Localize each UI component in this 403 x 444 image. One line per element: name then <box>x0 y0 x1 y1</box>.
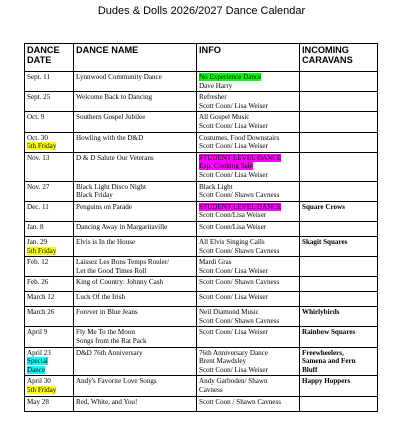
date-cell <box>25 376 74 396</box>
caravans-cell-line: Freewheelers, <box>302 348 344 357</box>
header-dance-date <box>25 44 74 72</box>
dance-name-cell-line: Let the Good Times Roll <box>76 266 147 275</box>
info-cell-line <box>199 73 297 82</box>
header-info <box>197 44 300 72</box>
date-cell-line: Jan. 8 <box>27 222 44 231</box>
dance-name-cell <box>74 181 197 201</box>
dance-name-cell-line: Forever in Blue Jeans <box>76 308 138 317</box>
caravans-cell <box>300 152 378 181</box>
date-cell <box>25 307 74 327</box>
date-cell <box>25 292 74 307</box>
caravans-cell-line: Bluff <box>302 365 318 374</box>
info-cell <box>197 277 300 292</box>
caravans-cell <box>300 277 378 292</box>
highlight-yellow: 5th Friday <box>27 246 57 255</box>
info-cell-line: Scott Coon/ Lisa Weiser <box>199 293 268 302</box>
date-cell <box>25 347 74 376</box>
dance-name-cell <box>74 307 197 327</box>
info-cell-line: 76th Anniversary Dance <box>199 348 268 357</box>
header-caravans-line-2: CARAVANS <box>302 55 353 65</box>
info-cell <box>197 307 300 327</box>
info-cell-line: Scott Coon/ Lisa Weiser <box>199 101 268 110</box>
date-cell <box>25 132 74 152</box>
info-cell-line: Refresher <box>199 93 227 102</box>
table-row <box>25 376 378 396</box>
dance-name-cell <box>74 292 197 307</box>
table-row <box>25 347 378 376</box>
dance-name-cell <box>74 92 197 112</box>
dance-name-cell-line: Elvis is In the House <box>76 237 136 246</box>
dance-name-cell-line: Black Friday <box>76 191 113 200</box>
info-cell <box>197 236 300 256</box>
info-cell <box>197 292 300 307</box>
date-cell-line: May 28 <box>27 397 49 406</box>
info-cell <box>197 257 300 277</box>
date-cell <box>25 396 74 411</box>
info-cell <box>197 201 300 221</box>
highlight-cyan: Special <box>27 357 48 366</box>
date-cell-line: Nov. 13 <box>27 153 50 162</box>
date-cell-line <box>27 142 71 151</box>
date-cell-line <box>27 366 71 375</box>
caravans-cell <box>300 292 378 307</box>
table-row <box>25 277 378 292</box>
caravans-cell-line: Samena and Fern <box>302 357 356 366</box>
info-cell-line <box>199 203 297 212</box>
caravans-cell-line: Happy Hoppers <box>302 377 351 386</box>
date-cell-line: Dec. 11 <box>27 202 49 211</box>
header-caravans-line-1: INCOMING <box>302 45 349 55</box>
info-cell-line: Scott Coon/ Lisa Weiser <box>199 328 268 337</box>
table-row <box>25 152 378 181</box>
info-cell-line: Brent Mawdsley <box>199 357 247 366</box>
date-cell-line: April 23 <box>27 348 51 357</box>
caravans-cell <box>300 201 378 221</box>
caravans-cell <box>300 307 378 327</box>
table-row <box>25 292 378 307</box>
header-info-text: INFO <box>199 45 221 55</box>
table-row <box>25 236 378 256</box>
info-cell-line: Scott Coon/ Shawn Cavness <box>199 246 280 255</box>
dance-name-cell <box>74 257 197 277</box>
info-cell-line: Black Light <box>199 182 233 191</box>
info-cell <box>197 396 300 411</box>
info-cell-line: Dave Harry <box>199 81 233 90</box>
dance-name-cell <box>74 236 197 256</box>
info-cell-line: Andy Garboden/ Shawn <box>199 377 268 386</box>
dance-name-cell-line: Luck Of the Irish <box>76 293 126 302</box>
date-cell-line: Sept. 25 <box>27 93 51 102</box>
info-cell <box>197 72 300 92</box>
date-cell-line: April 30 <box>27 377 51 386</box>
date-cell <box>25 201 74 221</box>
date-cell <box>25 257 74 277</box>
dance-calendar-table <box>24 43 378 412</box>
dance-name-cell-line: Howling with the D&D <box>76 133 144 142</box>
caravans-cell <box>300 347 378 376</box>
table-row <box>25 396 378 411</box>
date-cell <box>25 221 74 236</box>
date-cell-line: Oct. 9 <box>27 113 45 122</box>
caravans-cell <box>300 396 378 411</box>
table-row <box>25 201 378 221</box>
table-row <box>25 92 378 112</box>
dance-name-cell-line: Southern Gospel Jubilee <box>76 113 146 122</box>
dance-name-cell-line: Lynnwood Community Dance <box>76 73 162 81</box>
table-row <box>25 327 378 347</box>
date-cell <box>25 72 74 92</box>
highlight-yellow: 5th Friday <box>27 142 57 151</box>
caravans-cell-line: Skagit Squares <box>302 237 348 246</box>
info-cell-line: All Gospel Music <box>199 113 250 122</box>
date-cell-line <box>27 386 71 395</box>
info-cell-line: Neil Diamond Music <box>199 308 259 317</box>
dance-name-cell <box>74 201 197 221</box>
dance-name-cell <box>74 347 197 376</box>
date-cell-line <box>27 247 71 256</box>
header-incoming-caravans <box>300 44 378 72</box>
highlight-cyan: Dance <box>27 365 46 374</box>
table-row <box>25 221 378 236</box>
date-cell <box>25 277 74 292</box>
caravans-cell <box>300 112 378 132</box>
dance-name-cell-line: Laissez Les Bons Temps Rouler/ <box>76 258 170 267</box>
caravans-cell <box>300 236 378 256</box>
dance-name-cell <box>74 132 197 152</box>
dance-name-cell <box>74 277 197 292</box>
highlight-magenta: STUDENT LEVEL DANCE <box>199 153 282 162</box>
date-cell <box>25 92 74 112</box>
caravans-cell <box>300 92 378 112</box>
table-row <box>25 72 378 92</box>
dance-name-cell <box>74 72 197 92</box>
date-cell <box>25 236 74 256</box>
dance-name-cell-line: Andy's Favorite Love Songs <box>76 377 157 386</box>
table-row <box>25 307 378 327</box>
dance-name-cell-line: Fly Me To the Moon <box>76 328 135 337</box>
highlight-magenta: Exp. Clothing Sale <box>199 162 253 171</box>
info-cell <box>197 92 300 112</box>
date-cell-line: April 9 <box>27 328 48 337</box>
caravans-cell-line: Whirlybirds <box>302 308 340 317</box>
highlight-magenta: STUDENT LEVEL DANCE <box>199 202 282 211</box>
table-row <box>25 181 378 201</box>
date-cell-line: March 12 <box>27 293 55 302</box>
date-cell-line: Feb. 12 <box>27 258 49 267</box>
dance-name-cell-line: D & D Salute Our Veterans <box>76 153 154 162</box>
dance-name-cell <box>74 221 197 236</box>
info-cell-line: Scott Coon/ Lisa Weiser <box>199 142 268 151</box>
info-cell-line: Scott Coon/ Shawn Cavness <box>199 316 280 325</box>
info-cell-line: Scott Coon/Lisa Weiser <box>199 222 267 231</box>
dance-name-cell-line: Dancing Away in Margaritaville <box>76 222 168 231</box>
dance-name-cell-line: Penguins on Parade <box>76 202 132 211</box>
dance-name-cell-line: D&D 76th Anniversary <box>76 348 143 357</box>
date-cell-line: Jan. 29 <box>27 237 48 246</box>
date-cell <box>25 181 74 201</box>
date-cell-line: Sept. 11 <box>27 73 50 81</box>
table-row <box>25 257 378 277</box>
caravans-cell <box>300 376 378 396</box>
info-cell <box>197 152 300 181</box>
info-cell <box>197 221 300 236</box>
dance-name-cell <box>74 152 197 181</box>
header-dance-name-text: DANCE NAME <box>76 45 139 55</box>
dance-name-cell <box>74 396 197 411</box>
dance-name-cell <box>74 376 197 396</box>
highlight-yellow: 5th Friday <box>27 386 57 395</box>
date-cell-line: March 26 <box>27 308 55 317</box>
info-cell-line: Cavness <box>199 386 223 395</box>
dance-name-cell <box>74 112 197 132</box>
info-cell-line: Scott Coon / Shawn Cavness <box>199 397 281 406</box>
dance-name-cell-line: Red, White, and You! <box>76 397 138 406</box>
info-cell-line: Scott Coon/ Shawn Cavness <box>199 191 280 200</box>
date-cell <box>25 327 74 347</box>
caravans-cell <box>300 257 378 277</box>
info-cell <box>197 181 300 201</box>
info-cell <box>197 347 300 376</box>
info-cell <box>197 376 300 396</box>
date-cell-line: Oct. 30 <box>27 133 48 142</box>
info-cell-line <box>199 162 297 171</box>
info-cell <box>197 112 300 132</box>
info-cell-line: Costumes, Food Downstairs <box>199 133 280 142</box>
caravans-cell <box>300 221 378 236</box>
header-dance-date-line-2: DATE <box>27 55 52 65</box>
info-cell-line: All Elvis Singing Calls <box>199 237 265 246</box>
caravans-cell <box>300 132 378 152</box>
info-cell-line: Scott Coon/ Lisa Weiser <box>199 266 268 275</box>
info-cell <box>197 132 300 152</box>
info-cell-line: Scott Coon/ Lisa Weiser <box>199 365 268 374</box>
dance-name-cell <box>74 327 197 347</box>
dance-name-cell-line: King of Country: Johnny Cash <box>76 278 164 287</box>
header-row <box>25 44 378 72</box>
page-title: Dudes & Dolls 2026/2027 Dance Calendar <box>97 5 306 17</box>
info-cell <box>197 327 300 347</box>
date-cell-line: Nov. 27 <box>27 182 50 191</box>
header-dance-name <box>74 44 197 72</box>
dance-name-cell-line: Black Light Disco Night <box>76 182 146 191</box>
calendar-body <box>25 72 378 412</box>
date-cell-line <box>27 357 71 366</box>
info-cell-line: Scott Coon/ Lisa Weiser <box>199 170 268 179</box>
info-cell-line: Mardi Gras <box>199 258 232 267</box>
dance-name-cell-line: Welcome Back to Dancing <box>76 93 153 102</box>
header-dance-date-line-1: DANCE <box>27 45 60 55</box>
caravans-cell <box>300 181 378 201</box>
caravans-cell <box>300 72 378 92</box>
table-row <box>25 132 378 152</box>
info-cell-line: Scott Coon/ Lisa Weiser <box>199 121 268 130</box>
table-row <box>25 112 378 132</box>
caravans-cell-line: Rainbow Squares <box>302 328 356 337</box>
date-cell <box>25 112 74 132</box>
date-cell <box>25 152 74 181</box>
highlight-green: No Experience Dance <box>199 73 262 81</box>
caravans-cell <box>300 327 378 347</box>
dance-name-cell-line: Songs from the Rat Pack <box>76 337 147 346</box>
date-cell-line: Feb. 26 <box>27 278 49 287</box>
caravans-cell-line: Square Crows <box>302 202 345 211</box>
info-cell-line <box>199 154 297 163</box>
info-cell-line: Scott Coon/ Shawn Cavness <box>199 278 280 287</box>
info-cell-line: Scott Coon/Lisa Weiser <box>199 211 267 220</box>
